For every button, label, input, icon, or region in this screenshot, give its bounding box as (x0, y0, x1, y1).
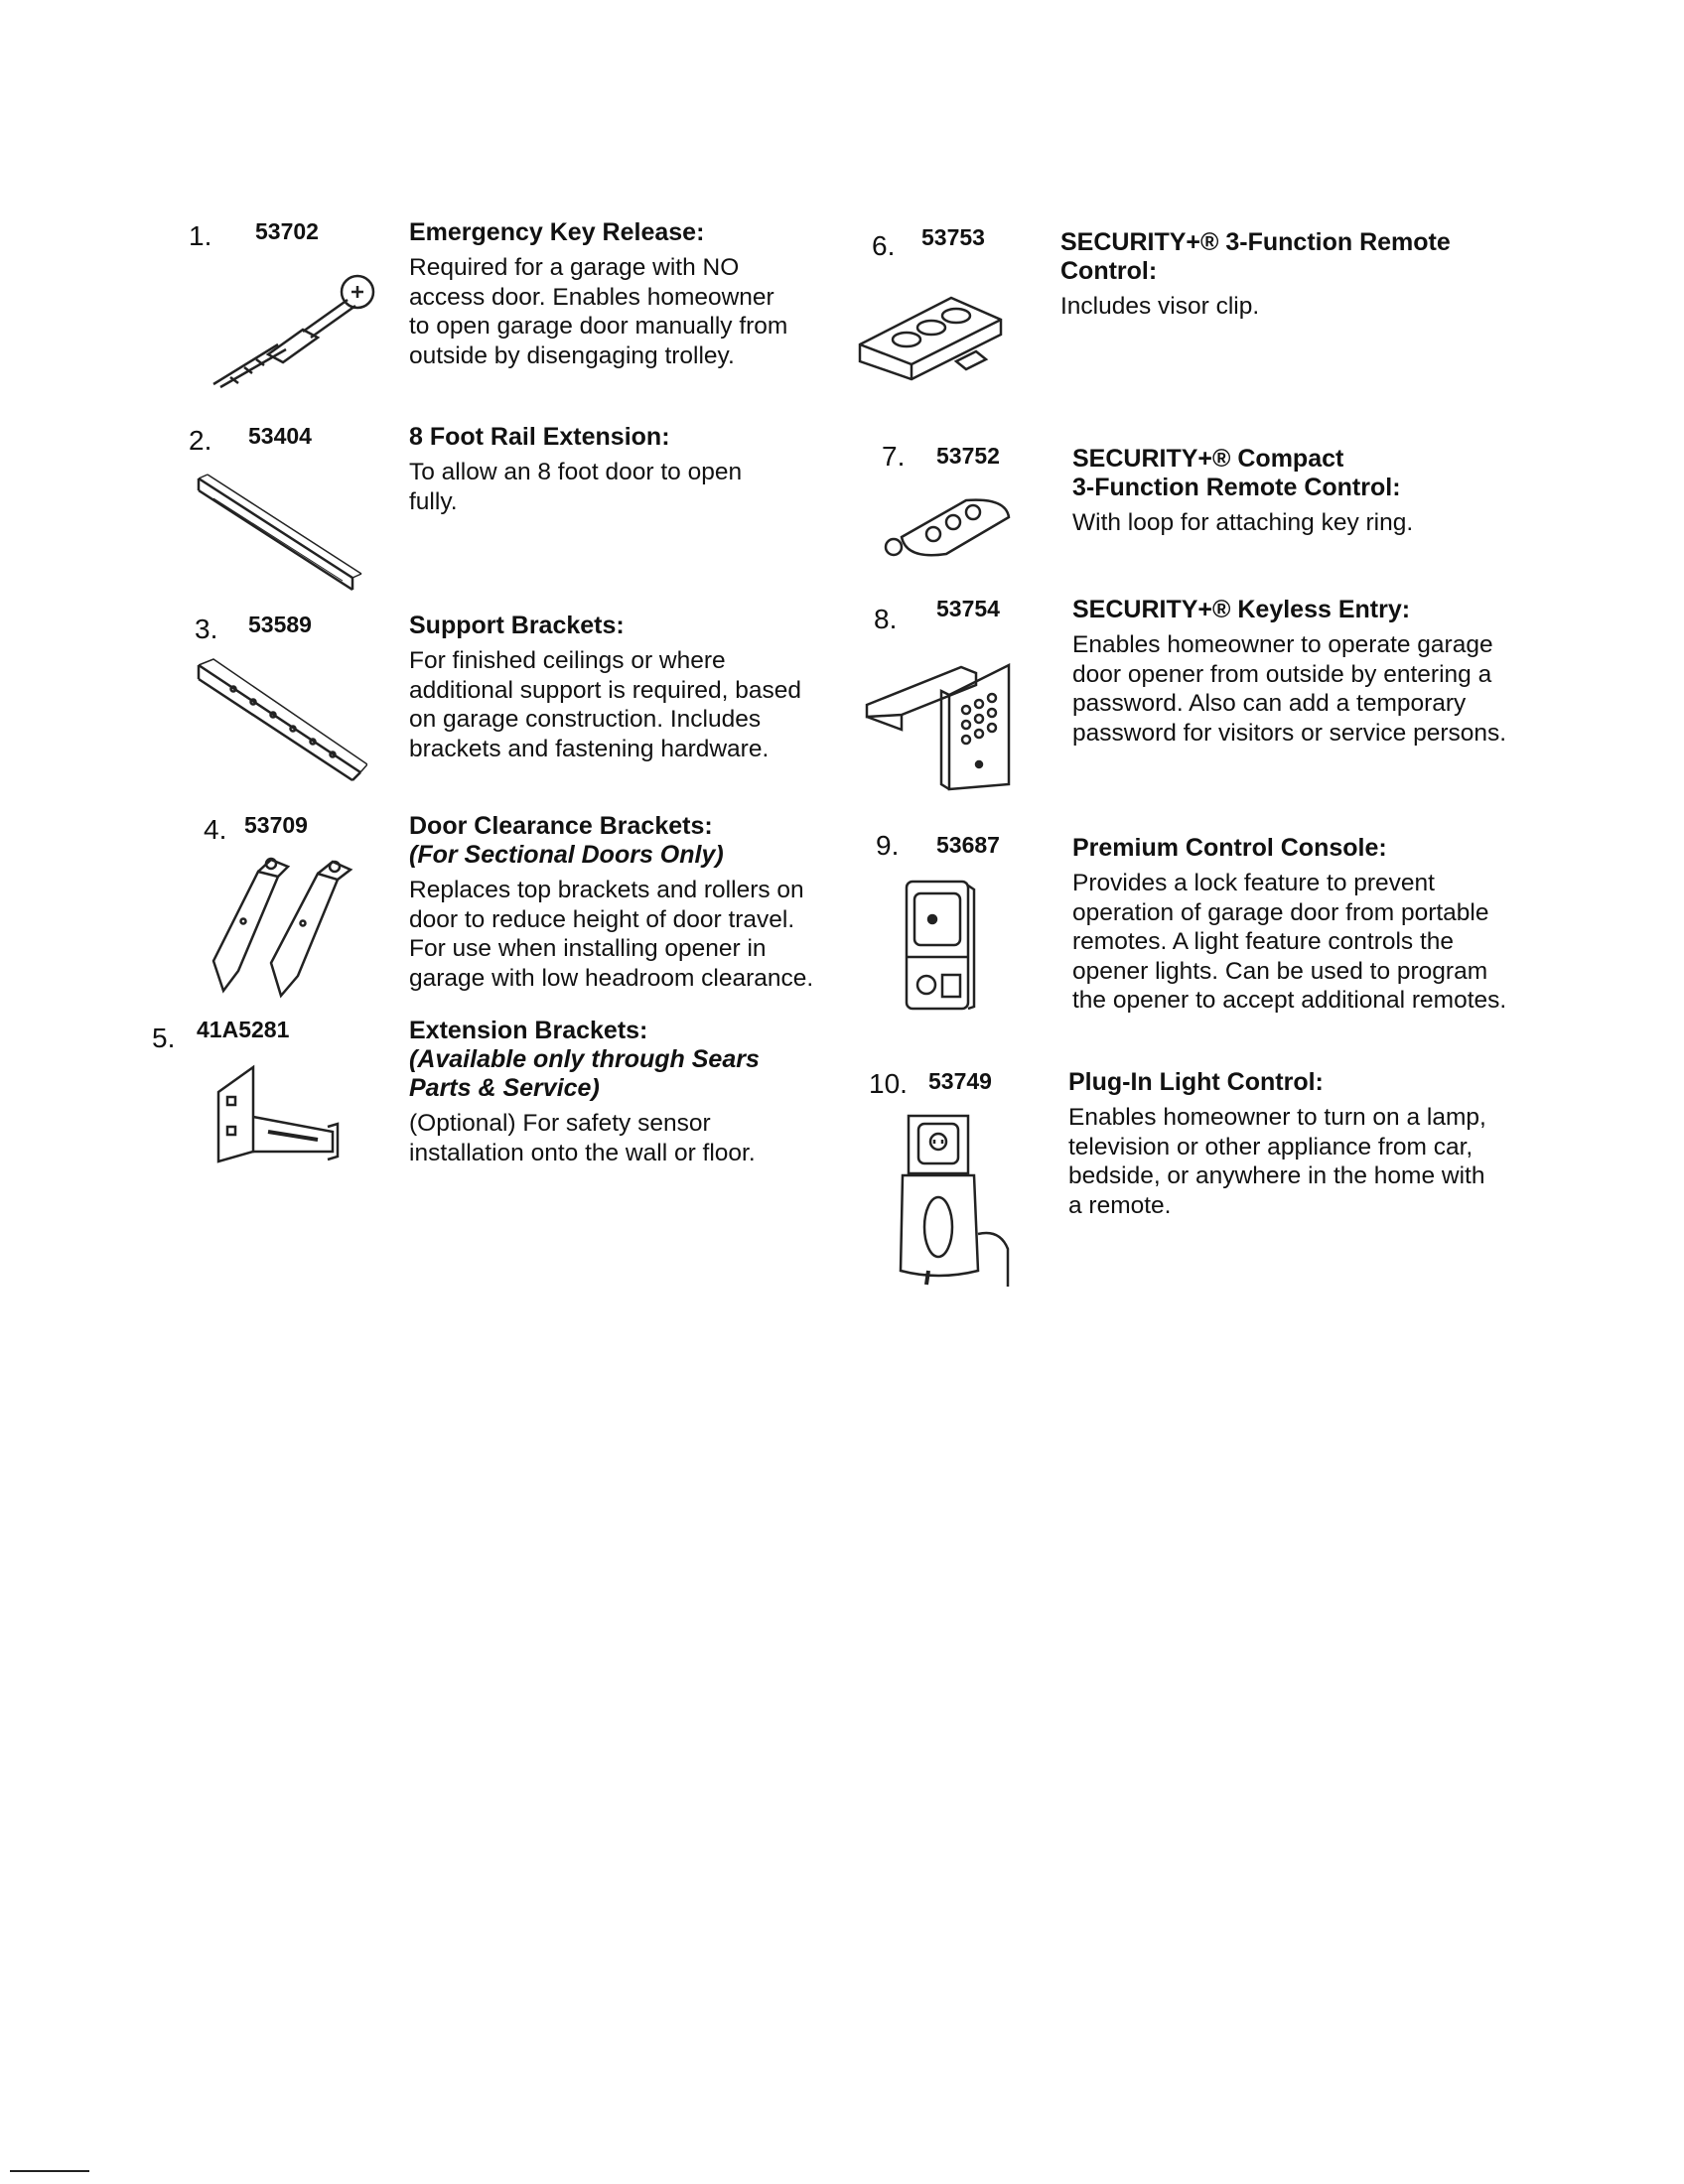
rail-extension-icon (194, 469, 362, 596)
item-number: 1. (189, 220, 212, 251)
item-number: 9. (876, 830, 900, 861)
item-title: SECURITY+® Keyless Entry: (1072, 596, 1411, 623)
item-title: Support Brackets: (409, 612, 625, 639)
item-number: 10. (869, 1068, 908, 1099)
part-number: 53709 (244, 812, 308, 838)
part-number: 53749 (928, 1068, 992, 1094)
item-description: Enables homeowner to turn on a lamp, television or other appliance from car, bedside, or anywhere in the home with a remote. (1068, 1104, 1486, 1219)
extension-bracket-icon (213, 1062, 343, 1166)
item-title: SECURITY+® Compact 3-Function Remote Control: (1072, 445, 1401, 501)
item-number: 8. (874, 604, 898, 634)
item-description: Replaces top brackets and rollers on door to reduce height of door travel. For use when installing opener in garage with low headroom clearance. (409, 877, 814, 992)
item-number: 5. (152, 1023, 176, 1053)
part-number: 41A5281 (197, 1017, 290, 1042)
item-subtitle: (Available only through Sears Parts & Service) (409, 1045, 760, 1102)
item-title: 8 Foot Rail Extension: (409, 423, 670, 451)
compact-remote-icon (882, 492, 1016, 564)
emergency-key-release-icon (209, 260, 377, 389)
keyless-entry-keypad-icon (862, 655, 1021, 794)
item-description: Required for a garage with NO access door. Enables homeowner to open garage door manually from outside by disengaging trolley. (409, 254, 788, 369)
item-title: Premium Control Console: (1072, 834, 1387, 862)
part-number: 53404 (248, 423, 312, 449)
item-description: (Optional) For safety sensor installation onto the wall or floor. (409, 1110, 756, 1166)
item-title: Door Clearance Brackets: (409, 812, 713, 840)
item-description: To allow an 8 foot door to open fully. (409, 459, 743, 515)
footer-rule (10, 2170, 89, 2172)
item-title: Extension Brackets: (409, 1017, 648, 1044)
plug-in-light-control-icon (889, 1110, 1023, 1289)
control-console-icon (899, 876, 978, 1013)
item-description: With loop for attaching key ring. (1072, 509, 1414, 536)
item-number: 4. (204, 814, 227, 845)
item-number: 7. (882, 441, 906, 472)
item-title: SECURITY+® 3-Function Remote Control: (1060, 228, 1451, 285)
part-number: 53753 (921, 224, 985, 250)
item-subtitle: (For Sectional Doors Only) (409, 841, 724, 869)
part-number: 53752 (936, 443, 1000, 469)
item-title: Emergency Key Release: (409, 218, 705, 246)
item-number: 6. (872, 230, 896, 261)
item-title: Plug-In Light Control: (1068, 1068, 1324, 1096)
part-number: 53687 (936, 832, 1000, 858)
item-description: Includes visor clip. (1060, 293, 1260, 320)
item-description: Provides a lock feature to prevent operation of garage door from portable remotes. A light feature controls the opener lights. Can be used to program the opener to accept additional remotes. (1072, 870, 1507, 1014)
part-number: 53589 (248, 612, 312, 637)
door-clearance-brackets-icon (204, 852, 367, 1001)
item-description: For finished ceilings or where additional support is required, based on garage construction. Includes brackets and fastening hardware. (409, 647, 801, 762)
three-function-remote-icon (852, 290, 1011, 384)
item-number: 2. (189, 425, 212, 456)
item-number: 3. (195, 614, 218, 644)
part-number: 53754 (936, 596, 1000, 621)
part-number: 53702 (255, 218, 319, 244)
item-description: Enables homeowner to operate garage door opener from outside by entering a password. Also can add a temporary password for visitors or service persons. (1072, 631, 1507, 747)
support-bracket-icon (194, 655, 367, 784)
